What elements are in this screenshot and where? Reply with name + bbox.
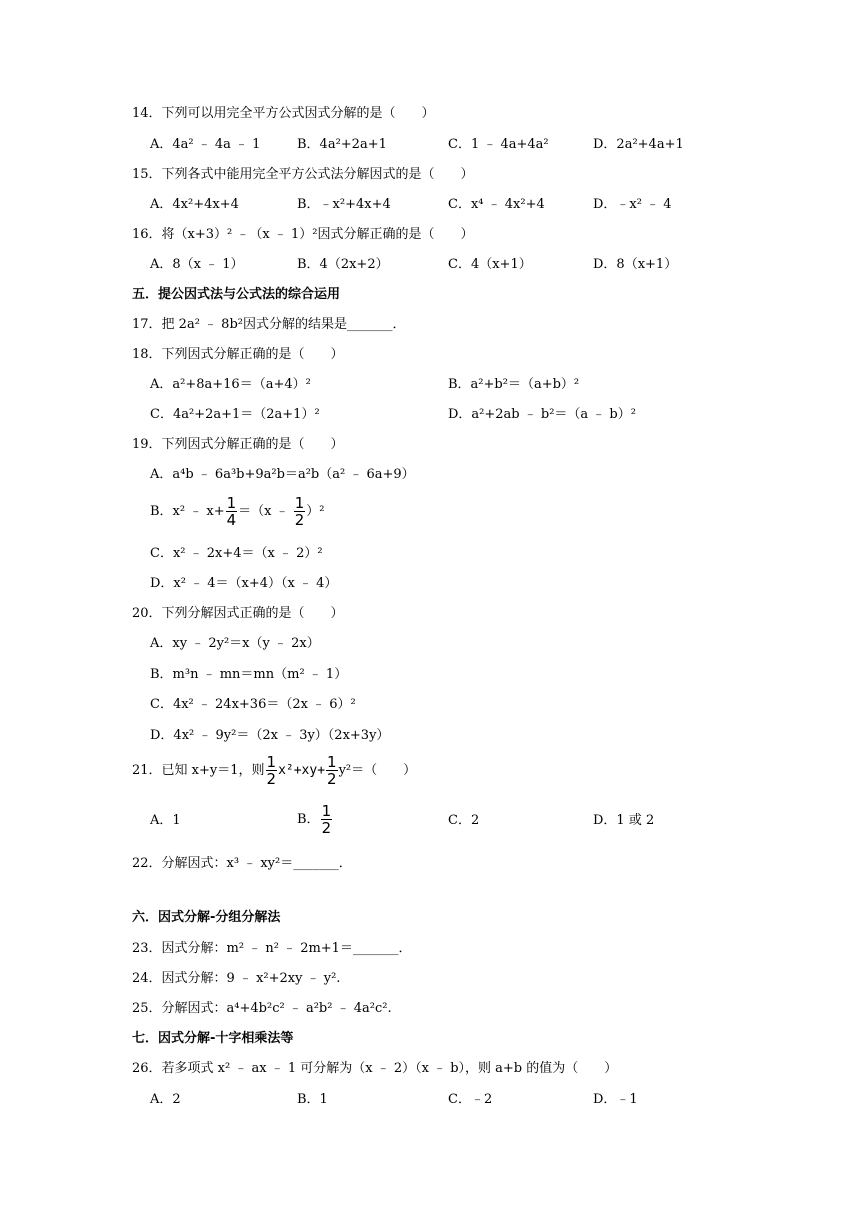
q15-option-b: B．﹣x²+4x+4	[297, 197, 391, 212]
q21-option-d: D．1 或 2	[593, 813, 655, 828]
q21-option-b	[297, 803, 333, 837]
q18-option-b: B．a²+b²＝（a+b）²	[448, 377, 580, 392]
q20-option-d: D．4x² ﹣ 9y²＝（2x ﹣ 3y）（2x+3y）	[150, 728, 390, 743]
q14-option-d: D．2a²+4a+1	[593, 137, 684, 152]
fraction-one-half	[294, 495, 306, 528]
question-25-stem: 25．分解因式：a⁴+4b²c² ﹣ a²b² ﹣ 4a²c².	[132, 1001, 392, 1016]
fraction-denominator: 2	[321, 819, 332, 837]
q14-option-b: B．4a²+2a+1	[297, 137, 387, 152]
question-18-stem: 18．下列因式分解正确的是（ ）	[132, 347, 344, 362]
q18-option-c: C．4a²+2a+1＝（2a+1）²	[150, 407, 320, 422]
fraction-denominator: 2	[327, 770, 337, 788]
fraction-numerator: 1	[327, 753, 337, 771]
q16-option-b: B．4（2x+2）	[297, 257, 389, 272]
q21-stem-suffix: y²＝（ ）	[338, 763, 417, 778]
section-5-heading: 五．提公因式法与公式法的综合运用	[132, 287, 341, 302]
question-23-stem: 23．因式分解：m² ﹣ n² ﹣ 2m+1＝_______．	[132, 941, 412, 956]
fraction-denominator: 2	[266, 770, 277, 788]
q21-option-c: C．2	[448, 813, 480, 828]
q21-option-b-label: B．	[297, 812, 320, 827]
q20-option-a: A．xy ﹣ 2y²＝x（y ﹣ 2x）	[150, 636, 320, 651]
q15-option-c: C．x⁴ ﹣ 4x²+4	[448, 197, 545, 212]
question-26-stem: 26．若多项式 x² ﹣ ax ﹣ 1 可分解为（x ﹣ 2）（x ﹣ b），则 a+b 的值为（ ）	[132, 1061, 618, 1076]
fraction-numerator: 1	[294, 494, 305, 512]
q21-option-a: A．1	[150, 813, 181, 828]
fraction-one-half	[321, 803, 333, 836]
q26-option-c: C．﹣2	[448, 1092, 493, 1107]
fraction-one-quarter	[226, 495, 238, 528]
q19-option-b-prefix: B．x² ﹣ x+	[150, 504, 225, 519]
section-7-heading: 七．因式分解-十字相乘法等	[132, 1031, 294, 1046]
q26-option-b: B．1	[297, 1092, 328, 1107]
question-22-stem: 22．分解因式：x³ ﹣ xy²＝_______．	[132, 856, 352, 871]
q16-option-a: A．8（x ﹣ 1）	[150, 257, 244, 272]
question-16-stem: 16．将（x+3）² ﹣（x ﹣ 1）²因式分解正确的是（ ）	[132, 227, 474, 242]
q16-option-d: D．8（x+1）	[593, 257, 678, 272]
question-20-stem: 20．下列分解因式正确的是（ ）	[132, 606, 344, 621]
fraction-numerator: 1	[266, 753, 277, 771]
q19-option-b-middle: ＝（x ﹣	[238, 504, 293, 519]
question-19-stem: 19．下列因式分解正确的是（ ）	[132, 437, 344, 452]
q15-option-d: D．﹣x² ﹣ 4	[593, 197, 672, 212]
section-6-heading: 六．因式分解-分组分解法	[132, 910, 281, 925]
fraction-one-half	[266, 754, 278, 787]
fraction-denominator: 4	[226, 511, 237, 529]
fraction-numerator: 1	[226, 494, 237, 512]
q20-option-b: B．m³n ﹣ mn＝mn（m² ﹣ 1）	[150, 667, 348, 682]
q14-option-c: C．1 ﹣ 4a+4a²	[448, 137, 549, 152]
q20-option-c: C．4x² ﹣ 24x+36＝（2x ﹣ 6）²	[150, 697, 356, 712]
q16-option-c: C．4（x+1）	[448, 257, 532, 272]
q26-option-a: A．2	[150, 1092, 181, 1107]
q15-option-a: A．4x²+4x+4	[150, 197, 239, 212]
question-15-stem: 15．下列各式中能用完全平方公式法分解因式的是（ ）	[132, 167, 474, 182]
question-24-stem: 24．因式分解：9 ﹣ x²+2xy ﹣ y².	[132, 971, 341, 986]
question-21-stem	[132, 754, 416, 788]
q14-option-a: A．4a² ﹣ 4a ﹣ 1	[150, 137, 261, 152]
fraction-denominator: 2	[294, 511, 305, 529]
q21-stem-middle: x²+xy+	[278, 763, 326, 778]
q19-option-c: C．x² ﹣ 2x+4＝（x ﹣ 2）²	[150, 546, 323, 561]
fraction-numerator: 1	[321, 802, 332, 820]
question-14-stem: 14．下列可以用完全平方公式因式分解的是（ ）	[132, 106, 435, 121]
q21-stem-prefix: 21．已知 x+y＝1，则	[132, 763, 265, 778]
q18-option-a: A．a²+8a+16＝（a+4）²	[150, 377, 311, 392]
q18-option-d: D．a²+2ab ﹣ b²＝（a ﹣ b）²	[448, 407, 636, 422]
q19-option-d: D．x² ﹣ 4＝（x+4）（x ﹣ 4）	[150, 576, 338, 591]
question-17-stem: 17．把 2a² ﹣ 8b²因式分解的结果是_______．	[132, 317, 406, 332]
q19-option-b-suffix: ）²	[306, 504, 325, 519]
fraction-one-half	[326, 754, 338, 787]
q26-option-d: D．﹣1	[593, 1092, 638, 1107]
q19-option-b	[150, 495, 325, 529]
q19-option-a: A．a⁴b ﹣ 6a³b+9a²b＝a²b（a² ﹣ 6a+9）	[150, 467, 415, 482]
